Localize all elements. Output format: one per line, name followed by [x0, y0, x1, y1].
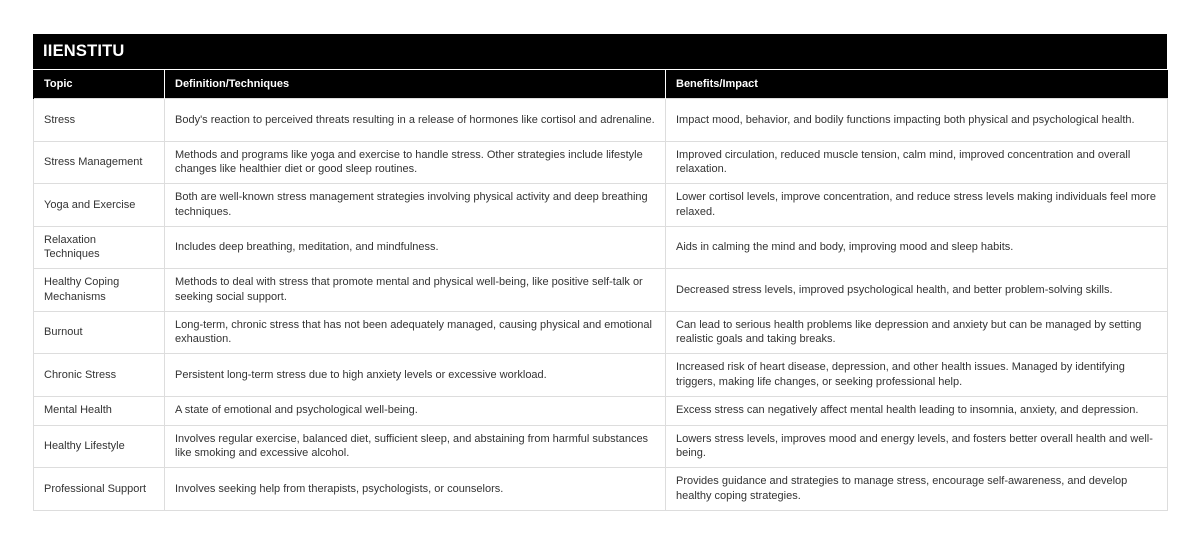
- table-row: [34, 468, 1168, 511]
- cell-topic: Relaxation Techniques: [34, 226, 165, 269]
- brand-title: IIENSTITU: [43, 42, 125, 60]
- cell-topic: Stress: [34, 99, 165, 142]
- table-row: [34, 99, 1168, 142]
- cell-definition: Involves seeking help from therapists, psychologists, or counselors.: [165, 468, 666, 511]
- cell-benefits: Increased risk of heart disease, depression, and other health issues. Managed by identifying triggers, making life changes, or seeking professional help.: [666, 354, 1168, 397]
- cell-definition: Both are well-known stress management strategies involving physical activity and deep breathing techniques.: [165, 184, 666, 227]
- cell-definition: Includes deep breathing, meditation, and mindfulness.: [165, 226, 666, 269]
- cell-definition: Methods to deal with stress that promote mental and physical well-being, like positive self-talk or seeking social support.: [165, 269, 666, 312]
- cell-topic: Mental Health: [34, 396, 165, 425]
- cell-definition: Long-term, chronic stress that has not been adequately managed, causing physical and emotional exhaustion.: [165, 311, 666, 354]
- cell-definition: Involves regular exercise, balanced diet, sufficient sleep, and abstaining from harmful substances like smoking and excessive alcohol.: [165, 425, 666, 468]
- header-benefits: Benefits/Impact: [666, 70, 1168, 99]
- table-row: [34, 184, 1168, 227]
- cell-topic: Healthy Coping Mechanisms: [34, 269, 165, 312]
- cell-benefits: Aids in calming the mind and body, improving mood and sleep habits.: [666, 226, 1168, 269]
- header-definition: Definition/Techniques: [165, 70, 666, 99]
- cell-topic: Yoga and Exercise: [34, 184, 165, 227]
- header-topic: Topic: [34, 70, 165, 99]
- table-row: [34, 425, 1168, 468]
- table-row: [34, 141, 1168, 184]
- table-row: [34, 226, 1168, 269]
- cell-topic: Healthy Lifestyle: [34, 425, 165, 468]
- cell-definition: A state of emotional and psychological well-being.: [165, 396, 666, 425]
- cell-topic: Professional Support: [34, 468, 165, 511]
- brand-bar: [33, 34, 1167, 70]
- cell-benefits: Decreased stress levels, improved psychological health, and better problem-solving skills.: [666, 269, 1168, 312]
- stress-topics-table-container: [33, 34, 1167, 511]
- cell-benefits: Lowers stress levels, improves mood and energy levels, and fosters better overall health and well-being.: [666, 425, 1168, 468]
- cell-topic: Chronic Stress: [34, 354, 165, 397]
- cell-benefits: Can lead to serious health problems like depression and anxiety but can be managed by setting realistic goals and taking breaks.: [666, 311, 1168, 354]
- cell-topic: Stress Management: [34, 141, 165, 184]
- table-row: [34, 269, 1168, 312]
- table-header-row: [34, 70, 1168, 99]
- cell-definition: Persistent long-term stress due to high anxiety levels or excessive workload.: [165, 354, 666, 397]
- cell-topic: Burnout: [34, 311, 165, 354]
- cell-definition: Body's reaction to perceived threats resulting in a release of hormones like cortisol and adrenaline.: [165, 99, 666, 142]
- cell-benefits: Improved circulation, reduced muscle tension, calm mind, improved concentration and overall relaxation.: [666, 141, 1168, 184]
- stress-topics-table: [33, 70, 1168, 511]
- table-row: [34, 396, 1168, 425]
- cell-benefits: Lower cortisol levels, improve concentration, and reduce stress levels making individuals feel more relaxed.: [666, 184, 1168, 227]
- table-row: [34, 354, 1168, 397]
- cell-benefits: Provides guidance and strategies to manage stress, encourage self-awareness, and develop healthy coping strategies.: [666, 468, 1168, 511]
- cell-definition: Methods and programs like yoga and exercise to handle stress. Other strategies include lifestyle changes like healthier diet or good sleep routines.: [165, 141, 666, 184]
- table-row: [34, 311, 1168, 354]
- cell-benefits: Impact mood, behavior, and bodily functions impacting both physical and psychological health.: [666, 99, 1168, 142]
- cell-benefits: Excess stress can negatively affect mental health leading to insomnia, anxiety, and depression.: [666, 396, 1168, 425]
